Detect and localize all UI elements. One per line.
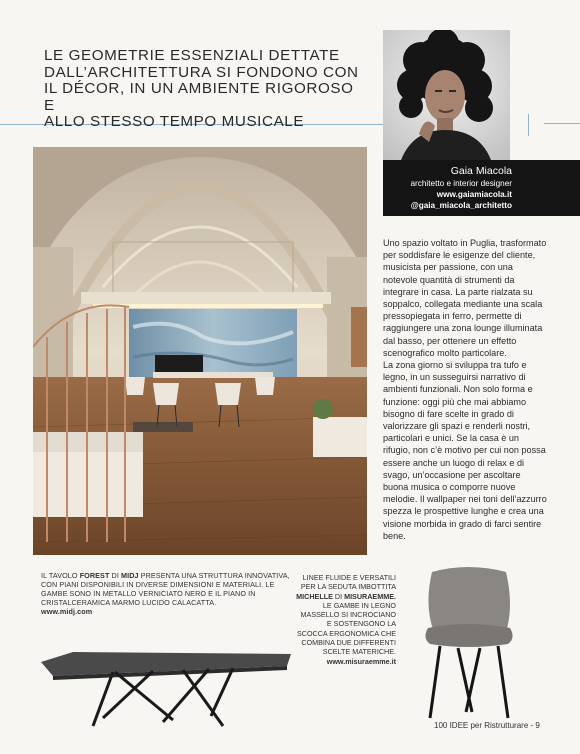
caption-table-url[interactable]: www.midj.com: [41, 607, 93, 616]
page-folio: 100 IDEE per Ristrutturare - 9: [434, 721, 540, 730]
headline-line-4: ALLO STESSO TEMPO MUSICALE: [44, 113, 305, 131]
designer-role: architetto e interior designer: [410, 179, 512, 188]
caption-chair: [296, 573, 396, 666]
caption-table-pre: IL TAVOLO: [41, 571, 80, 580]
michelle-chair-image: [410, 562, 528, 722]
top-rule-right: [544, 123, 580, 124]
headline-line-2: DALL’ARCHITETTURA SI FONDONO CON: [44, 63, 359, 81]
designer-bio-panel: [383, 160, 580, 216]
caption-chair-brand: MISURAEMME.: [344, 591, 396, 601]
caption-table-brand: MIDJ: [121, 571, 139, 580]
designer-portrait-image: [383, 30, 510, 160]
forest-table-image: [33, 640, 295, 730]
caption-chair-mid: DI: [332, 591, 345, 601]
vertical-rule-right: [528, 114, 529, 136]
designer-website-link[interactable]: www.gaiamiacola.it: [436, 190, 512, 199]
caption-chair-pre: LINEE FLUIDE E VERSATILI PER LA SEDUTA IMBOTTITA: [300, 573, 396, 592]
headline-line-1: LE GEOMETRIE ESSENZIALI DETTATE: [44, 47, 340, 64]
caption-chair-url[interactable]: www.misuraemme.it: [326, 656, 396, 666]
caption-table-product: FOREST: [79, 571, 110, 580]
headline-line-3: IL DÉCOR, IN UN AMBIENTE RIGOROSO E: [44, 80, 354, 114]
caption-table: [41, 571, 291, 616]
body-paragraph-1: Uno spazio voltato in Puglia, trasformato per soddisfare le esigenze del cliente, musicista per passione, con una notevole quantità di strumenti da integrare in casa. La parte rialzata su soppalco, collegata mediante una scala pressopiegata in ferro, permette di raggiungere una zona lounge illuminata dal basso, per ottenere un effetto scenografico molto particolare.: [383, 238, 547, 358]
caption-chair-product: MICHELLE: [296, 591, 333, 601]
caption-table-mid: DI: [109, 571, 122, 580]
interior-photo: [33, 147, 367, 555]
caption-table-post: PRESENTA UNA STRUTTURA INNOVATIVA, CON PIANI DISPONIBILI IN DIVERSE DIMENSIONI E MATERIALI. LE GAMBE SONO IN METALLO VERNICIATO NERO E IL PIANO IN CRISTALCERAMICA MARMO LUCIDO CALACATTA.: [41, 571, 290, 607]
designer-portrait: [383, 30, 510, 160]
headline: [44, 48, 362, 131]
designer-instagram-handle[interactable]: @gaia_miacola_architetto: [410, 201, 512, 210]
designer-name: Gaia Miacola: [450, 165, 512, 177]
caption-chair-post: LE GAMBE IN LEGNO MASSELLO SI INCROCIANO E SOSTENGONO LA SCOCCA ERGONOMICA CHE COMBINA DUE DIFFERENTI SCELTE MATERICHE.: [296, 600, 396, 657]
interior-photo-image: [33, 147, 367, 555]
forest-table-drawing: [33, 640, 295, 730]
body-paragraph-2: La zona giorno si sviluppa tra tufo e legno, in un susseguirsi narrativo di ambienti funzionali. Non solo forma e funzione: oggi più che mai abbiamo bisogno di fare scelte in grado di valorizzare gli spazi e renderli nostri, particolari e unici. Se la casa è un rifugio, non c’è motivo per cui non possa essere anche un luogo di relax e di svago, un’occasione per ascoltare buona musica o comporre nuove melodie. Il wallpaper nei toni dell’azzurro spezza le prospettive lunghe e crea una visione morbida in grado di farci sentire bene.: [383, 360, 547, 541]
article-body: [383, 237, 548, 542]
michelle-chair-drawing: [410, 562, 528, 722]
